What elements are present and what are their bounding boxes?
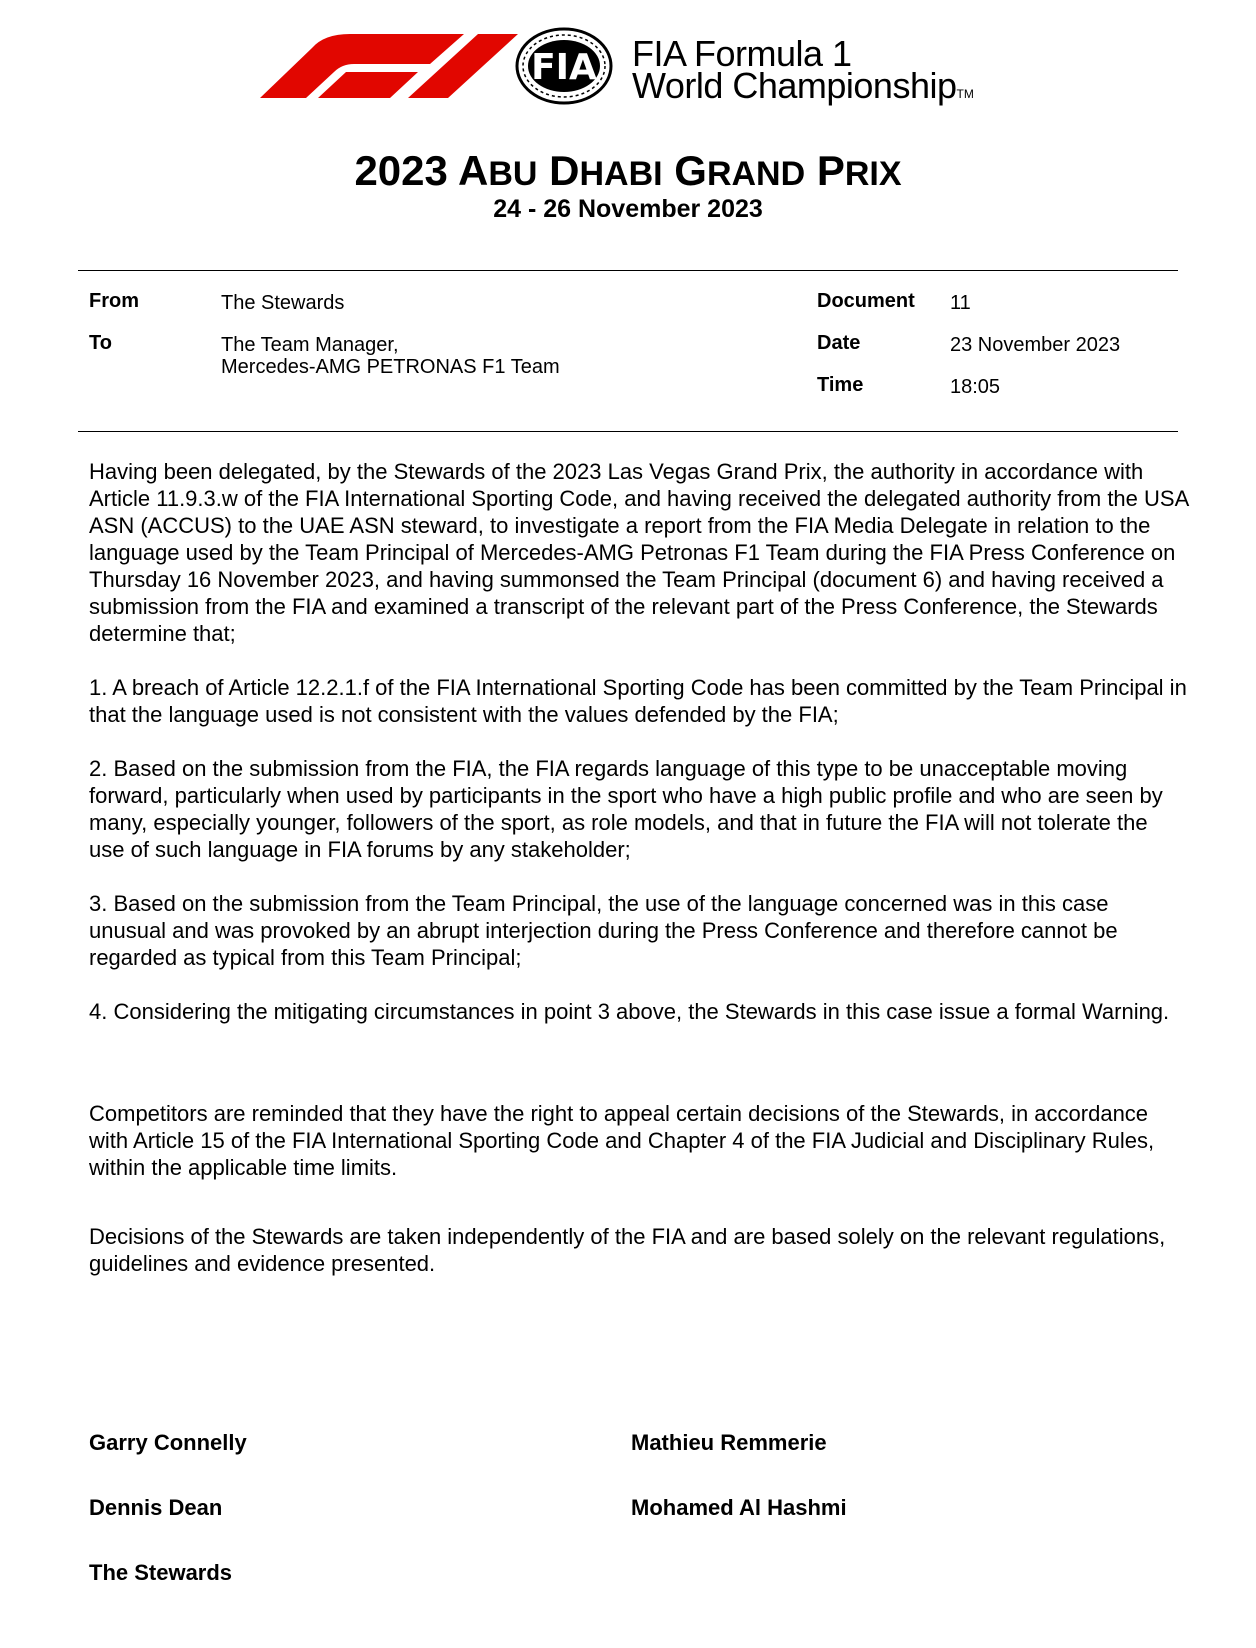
document-number: 11 [950, 292, 971, 314]
time-label: Time [817, 374, 864, 396]
point-3: 3. Based on the submission from the Team Principal, the use of the language concerned was in this case unusual and was provoked by an abrupt interjection during the Press Conference and therefore cannot be regarded as typical from this Team Principal; [89, 891, 1118, 970]
independence-notice: Decisions of the Stewards are taken independently of the FIA and are based solely on the relevant regulations, guidelines and evidence presented. [89, 1224, 1166, 1276]
brand-line-2-text: World Championship [632, 65, 957, 106]
title-word-2-cap: D [549, 147, 580, 194]
brand-line-2 [632, 65, 974, 106]
steward-name-3: Dennis Dean [89, 1495, 223, 1520]
point-1: 1. A breach of Article 12.2.1.f of the FIA International Sporting Code has been committed by the Team Principal in that the language used is not consistent with the values defended by the FIA; [89, 675, 1187, 727]
divider-bottom [78, 431, 1178, 432]
brand-line-1: FIA Formula 1 [632, 33, 852, 74]
from-value: The Stewards [221, 292, 345, 314]
divider-top [78, 270, 1178, 271]
fia-logo-text: FIA [531, 47, 597, 88]
from-label: From [89, 290, 139, 312]
to-value-line-2: Mercedes-AMG PETRONAS F1 Team [221, 356, 560, 378]
event-title [0, 147, 1256, 194]
title-word-4-cap: P [816, 147, 845, 194]
date-value: 23 November 2023 [950, 334, 1121, 356]
point-2: 2. Based on the submission from the FIA, the FIA regards language of this type to be unacceptable moving forward, particularly when used by participants in the sport who have a high public profile and who are seen by many, especially younger, followers of the sport, as role models, and that in future the FIA will not tolerate the use of such language in FIA forums by any stakeholder; [89, 756, 1163, 862]
point-4: 4. Considering the mitigating circumstances in point 3 above, the Stewards in this case issue a formal Warning. [89, 999, 1170, 1024]
title-word-2-rest: HABI [579, 155, 663, 193]
title-word-3-cap: G [674, 147, 707, 194]
steward-name-2: Mathieu Remmerie [631, 1430, 827, 1455]
trademark-mark: TM [956, 87, 974, 101]
f1-logo [258, 30, 520, 100]
to-value-line-1: The Team Manager, [221, 334, 399, 356]
title-word-1-cap: A [458, 147, 489, 194]
title-word-1-rest: BU [488, 155, 538, 193]
time-value: 18:05 [950, 376, 1001, 398]
title-word-3-rest: RAND [706, 155, 806, 193]
stewards-closing: The Stewards [89, 1560, 233, 1585]
document-label: Document [817, 290, 915, 312]
title-word-4-rest: RIX [844, 155, 902, 193]
intro-paragraph: Having been delegated, by the Stewards of the 2023 Las Vegas Grand Prix, the authority in accordance with Article 11.9.3.w of the FIA International Sporting Code, and having received the delegated authority from the USA ASN (ACCUS) to the UAE ASN steward, to investigate a report from the FIA Media Delegate in relation to the language used by the Team Principal of Mercedes-AMG Petronas F1 Team during the FIA Press Conference on Thursday 16 November 2023, and having summonsed the Team Principal (document 6) and having received a submission from the FIA and examined a transcript of the relevant part of the Press Conference, the Stewards determine that; [89, 459, 1189, 646]
fia-logo [514, 26, 614, 106]
appeal-notice: Competitors are reminded that they have the right to appeal certain decisions of the Stewards, in accordance with Article 15 of the FIA International Sporting Code and Chapter 4 of the FIA Judicial and Disciplinary Rules, within the applicable time limits. [89, 1101, 1155, 1180]
steward-name-4: Mohamed Al Hashmi [631, 1495, 847, 1520]
event-dates: 24 - 26 November 2023 [493, 195, 763, 223]
decision-body [89, 458, 1189, 1277]
date-label: Date [817, 332, 861, 354]
steward-name-1: Garry Connelly [89, 1430, 247, 1455]
title-year: 2023 [354, 147, 448, 194]
to-label: To [89, 332, 112, 354]
